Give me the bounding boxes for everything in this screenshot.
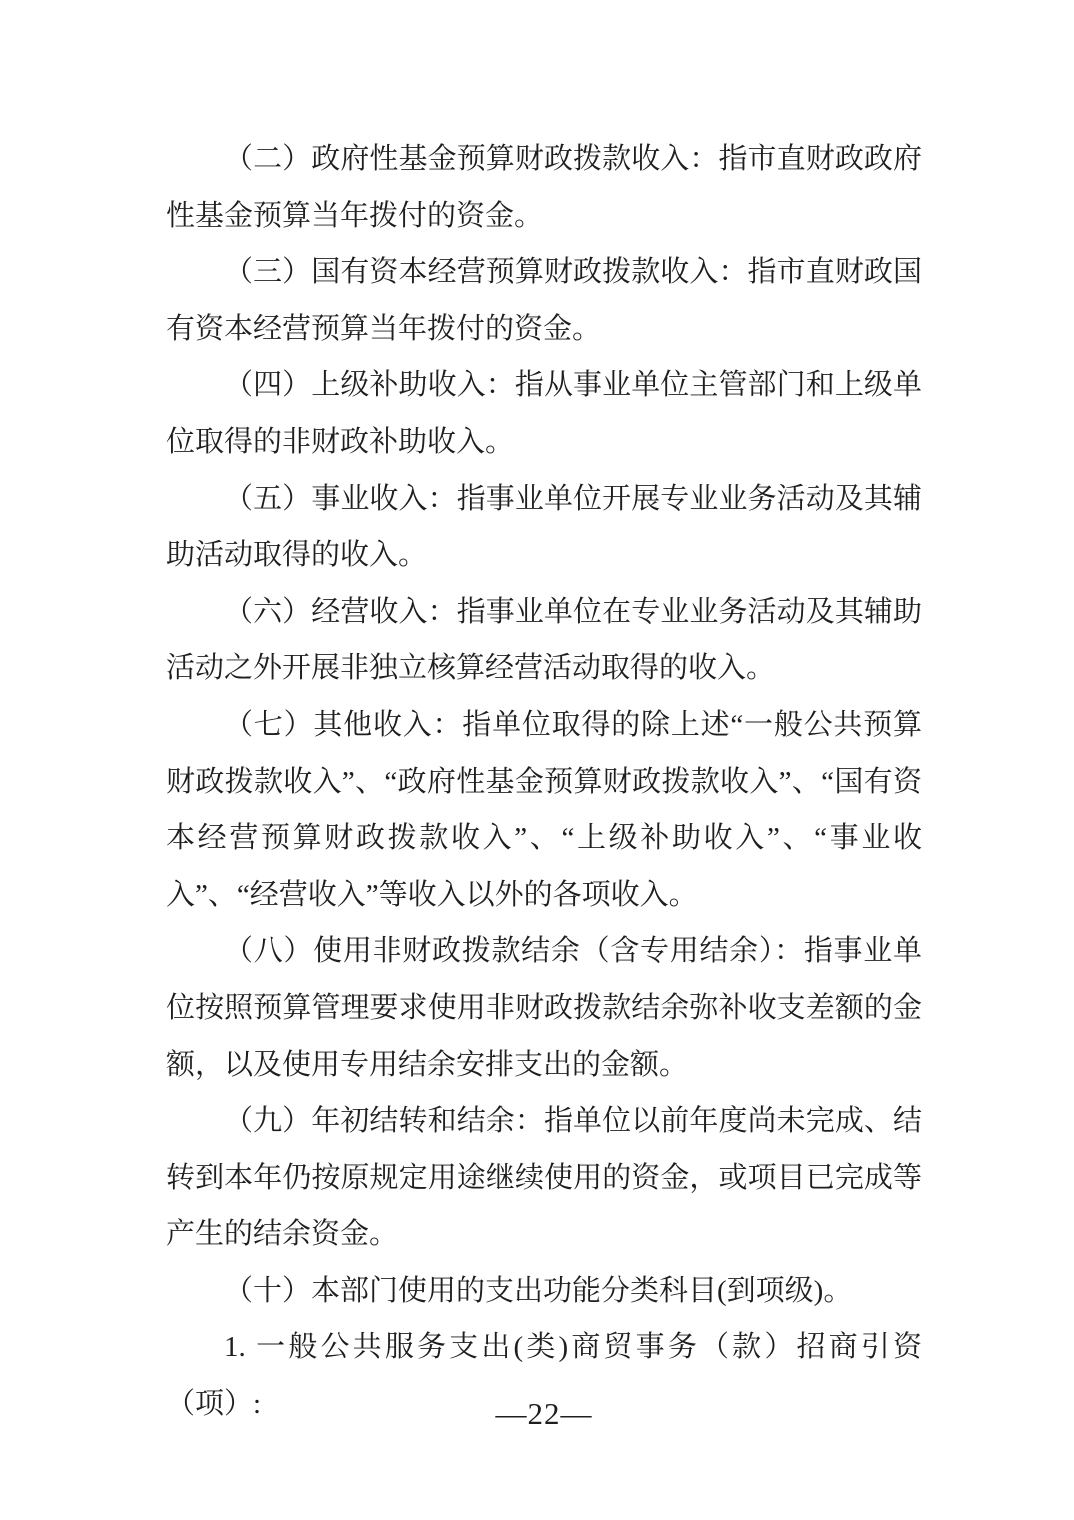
page-number: —22—	[495, 1396, 593, 1431]
paragraph-item-7: （七）其他收入：指单位取得的除上述“一般公共预算财政拨款收入”、“政府性基金预算财政拨款收入”、“国有资本经营预算财政拨款收入”、“上级补助收入”、“事业收入”、“经营收入”等收入以外的各项收入。	[166, 708, 922, 911]
paragraph-item-9: （九）年初结转和结余：指单位以前年度尚未完成、结转到本年仍按原规定用途继续使用的资金，或项目已完成等产生的结余资金。	[166, 1105, 922, 1251]
paragraph-item-2: （二）政府性基金预算财政拨款收入：指市直财政政府性基金预算当年拨付的资金。	[166, 143, 922, 232]
paragraph-item-numbered-1: 1. 一般公共服务支出(类)商贸事务（款）招商引资（项）:	[166, 1331, 922, 1421]
paragraph-item-3: （三）国有资本经营预算财政拨款收入：指市直财政国有资本经营预算当年拨付的资金。	[166, 256, 922, 345]
paragraph-item-10: （十）本部门使用的支出功能分类科目(到项级)。	[224, 1274, 853, 1307]
paragraph-item-8: （八）使用非财政拨款结余（含专用结余）：指事业单位按照预算管理要求使用非财政拨款结余弥补收支差额的金额，以及使用专用结余安排支出的金额。	[166, 935, 922, 1081]
paragraph-item-4: （四）上级补助收入：指从事业单位主管部门和上级单位取得的非财政补助收入。	[166, 369, 922, 458]
body-text	[166, 131, 922, 1433]
paragraph-item-6: （六）经营收入：指事业单位在专业业务活动及其辅助活动之外开展非独立核算经营活动取得的收入。	[166, 595, 922, 685]
paragraph-item-5: （五）事业收入：指事业单位开展专业业务活动及其辅助活动取得的收入。	[166, 482, 922, 572]
